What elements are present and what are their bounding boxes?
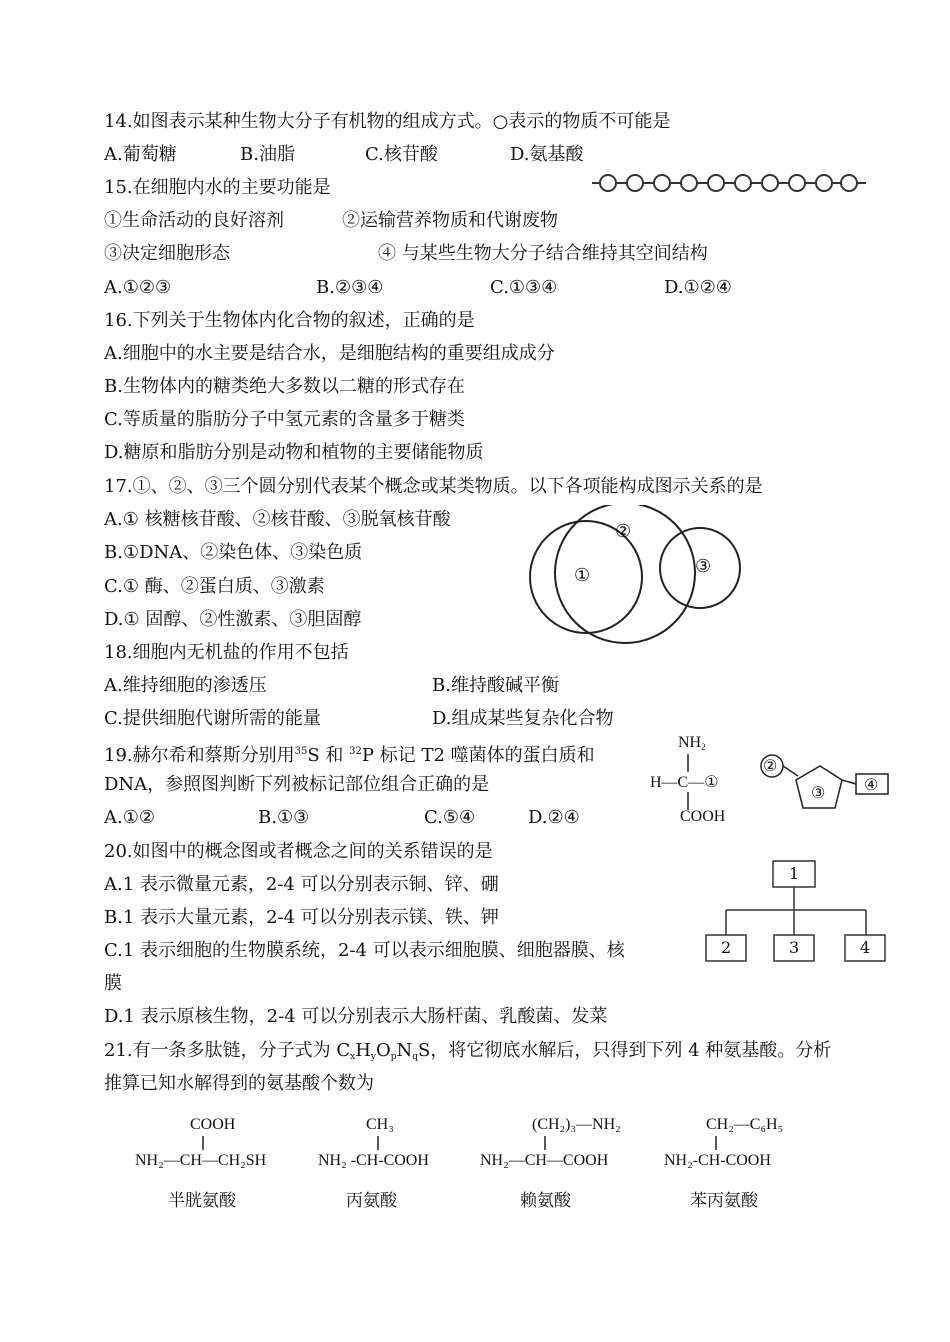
monomer-chain-figure <box>590 170 870 196</box>
phenylalanine-top: CH₂—C₆H₅ <box>706 1116 784 1133</box>
q15-stem: 15.在细胞内水的主要功能是 <box>104 177 331 198</box>
q17-option-c: C.① 酶、②蛋白质、③激素 <box>104 576 325 597</box>
lysine-top: (CH₂)₃—NH₂ <box>532 1116 621 1133</box>
box-1-label: 1 <box>789 864 800 883</box>
q18-option-d: D.组成某些复杂化合物 <box>432 708 614 729</box>
q20-option-b: B.1 表示大量元素，2-4 可以分别表示镁、铁、钾 <box>104 907 499 928</box>
amino-structure-top: $NH_2$ <box>678 734 706 752</box>
alanine-formula: NH₂ -CH-COOH <box>318 1152 429 1169</box>
circle-3-label: ③ <box>695 556 712 577</box>
q15-item-2: ②运输营养物质和代谢废物 <box>342 210 558 231</box>
amino-structure-middle: H—C—① <box>650 774 719 791</box>
box-3-label: 3 <box>789 938 800 957</box>
q19-option-a: A.①② <box>104 807 155 828</box>
q15-option-a: A.①②③ <box>104 277 172 298</box>
q14-option-c: C.核苷酸 <box>365 144 438 165</box>
q15-option-b: B.②③④ <box>316 277 384 298</box>
q19-option-d: D.②④ <box>528 807 580 828</box>
q14-option-a: A.葡萄糖 <box>104 144 177 165</box>
q15-item-4: ④ 与某些生物大分子结合维持其空间结构 <box>378 243 708 264</box>
q20-option-d: D.1 表示原核生物，2-4 可以分别表示大肠杆菌、乳酸菌、发菜 <box>104 1006 608 1027</box>
circle-2-label: ② <box>615 521 632 542</box>
q15-option-d: D.①②④ <box>664 277 732 298</box>
q14-option-d: D.氨基酸 <box>510 144 584 165</box>
q19-stem-line2: DNA，参照图判断下列被标记部位组合正确的是 <box>104 774 490 795</box>
q16-option-a: A.细胞中的水主要是结合水，是细胞结构的重要组成成分 <box>104 343 555 364</box>
q16-option-c: C.等质量的脂肪分子中氢元素的含量多于糖类 <box>104 409 465 430</box>
q18-stem: 18.细胞内无机盐的作用不包括 <box>104 642 349 663</box>
q16-stem: 16.下列关于生物体内化合物的叙述，正确的是 <box>104 310 475 331</box>
q17-option-b: B.①DNA、②染色体、③染色质 <box>104 542 363 563</box>
box-2-label: 2 <box>721 938 732 957</box>
q16-option-d: D.糖原和脂肪分别是动物和植物的主要储能物质 <box>104 442 484 463</box>
q17-option-a: A.① 核糖核苷酸、②核苷酸、③脱氧核苷酸 <box>104 509 451 530</box>
cysteine-name: 半胱氨酸 <box>168 1191 236 1211</box>
q19-option-b: B.①③ <box>258 807 310 828</box>
q18-option-b: B.维持酸碱平衡 <box>432 675 559 696</box>
alanine-top: CH₃ <box>366 1116 394 1133</box>
phenylalanine-formula: NH₂-CH-COOH <box>664 1152 771 1169</box>
q15-item-3: ③决定细胞形态 <box>104 243 230 264</box>
q15-item-1: ①生命活动的良好溶剂 <box>104 210 284 231</box>
q20-option-a: A.1 表示微量元素，2-4 可以分别表示铜、锌、硼 <box>104 874 499 895</box>
amino-acid-bonds <box>0 1134 950 1154</box>
amino-structure-bottom: COOH <box>680 808 726 825</box>
q20-option-c-cont: 膜 <box>104 973 122 994</box>
phenylalanine-name: 苯丙氨酸 <box>690 1191 758 1211</box>
q21-stem: 21.有一条多肽链，分子式为 $C_xH_yO_pN_qS$，将它彻底水解后，只得到下列 4 种氨基酸。分析 <box>104 1040 832 1062</box>
nucleotide-label-2: ② <box>763 756 778 775</box>
lysine-name: 赖氨酸 <box>520 1191 571 1211</box>
q21-stem-line2: 推算已知水解得到的氨基酸个数为 <box>104 1073 374 1094</box>
q20-stem: 20.如图中的概念图或者概念之间的关系错误的是 <box>104 841 493 862</box>
cysteine-formula: NH₂—CH—CH₂SH <box>135 1152 267 1169</box>
alanine-name: 丙氨酸 <box>346 1191 397 1211</box>
circle-1-label: ① <box>574 565 591 586</box>
q15-option-c: C.①③④ <box>490 277 558 298</box>
nucleotide-label-4: ④ <box>864 775 879 794</box>
q18-option-c: C.提供细胞代谢所需的能量 <box>104 708 321 729</box>
venn-diagram <box>525 505 750 650</box>
q17-stem: 17.①、②、③三个圆分别代表某个概念或某类物质。以下各项能构成图示关系的是 <box>104 476 763 497</box>
q14-stem: 14.如图表示某种生物大分子有机物的组成方式。○表示的物质不可能是 <box>104 111 671 132</box>
nucleotide-label-3: ③ <box>811 783 826 802</box>
cysteine-top: COOH <box>190 1116 236 1133</box>
lysine-formula: NH₂—CH—COOH <box>480 1152 609 1169</box>
q18-option-a: A.维持细胞的渗透压 <box>104 675 267 696</box>
q20-option-c: C.1 表示细胞的生物膜系统，2-4 可以表示细胞膜、细胞器膜、核 <box>104 940 625 961</box>
q19-option-c: C.⑤④ <box>424 807 476 828</box>
q14-option-b: B.油脂 <box>240 144 295 165</box>
box-4-label: 4 <box>860 938 871 957</box>
q16-option-b: B.生物体内的糖类绝大多数以二糖的形式存在 <box>104 376 465 397</box>
q19-stem: 19.赫尔希和蔡斯分别用$^{35}$S 和 $^{32}$P 标记 T2 噬菌体的蛋白质和 <box>104 745 595 766</box>
q17-option-d: D.① 固醇、②性激素、③胆固醇 <box>104 609 362 630</box>
